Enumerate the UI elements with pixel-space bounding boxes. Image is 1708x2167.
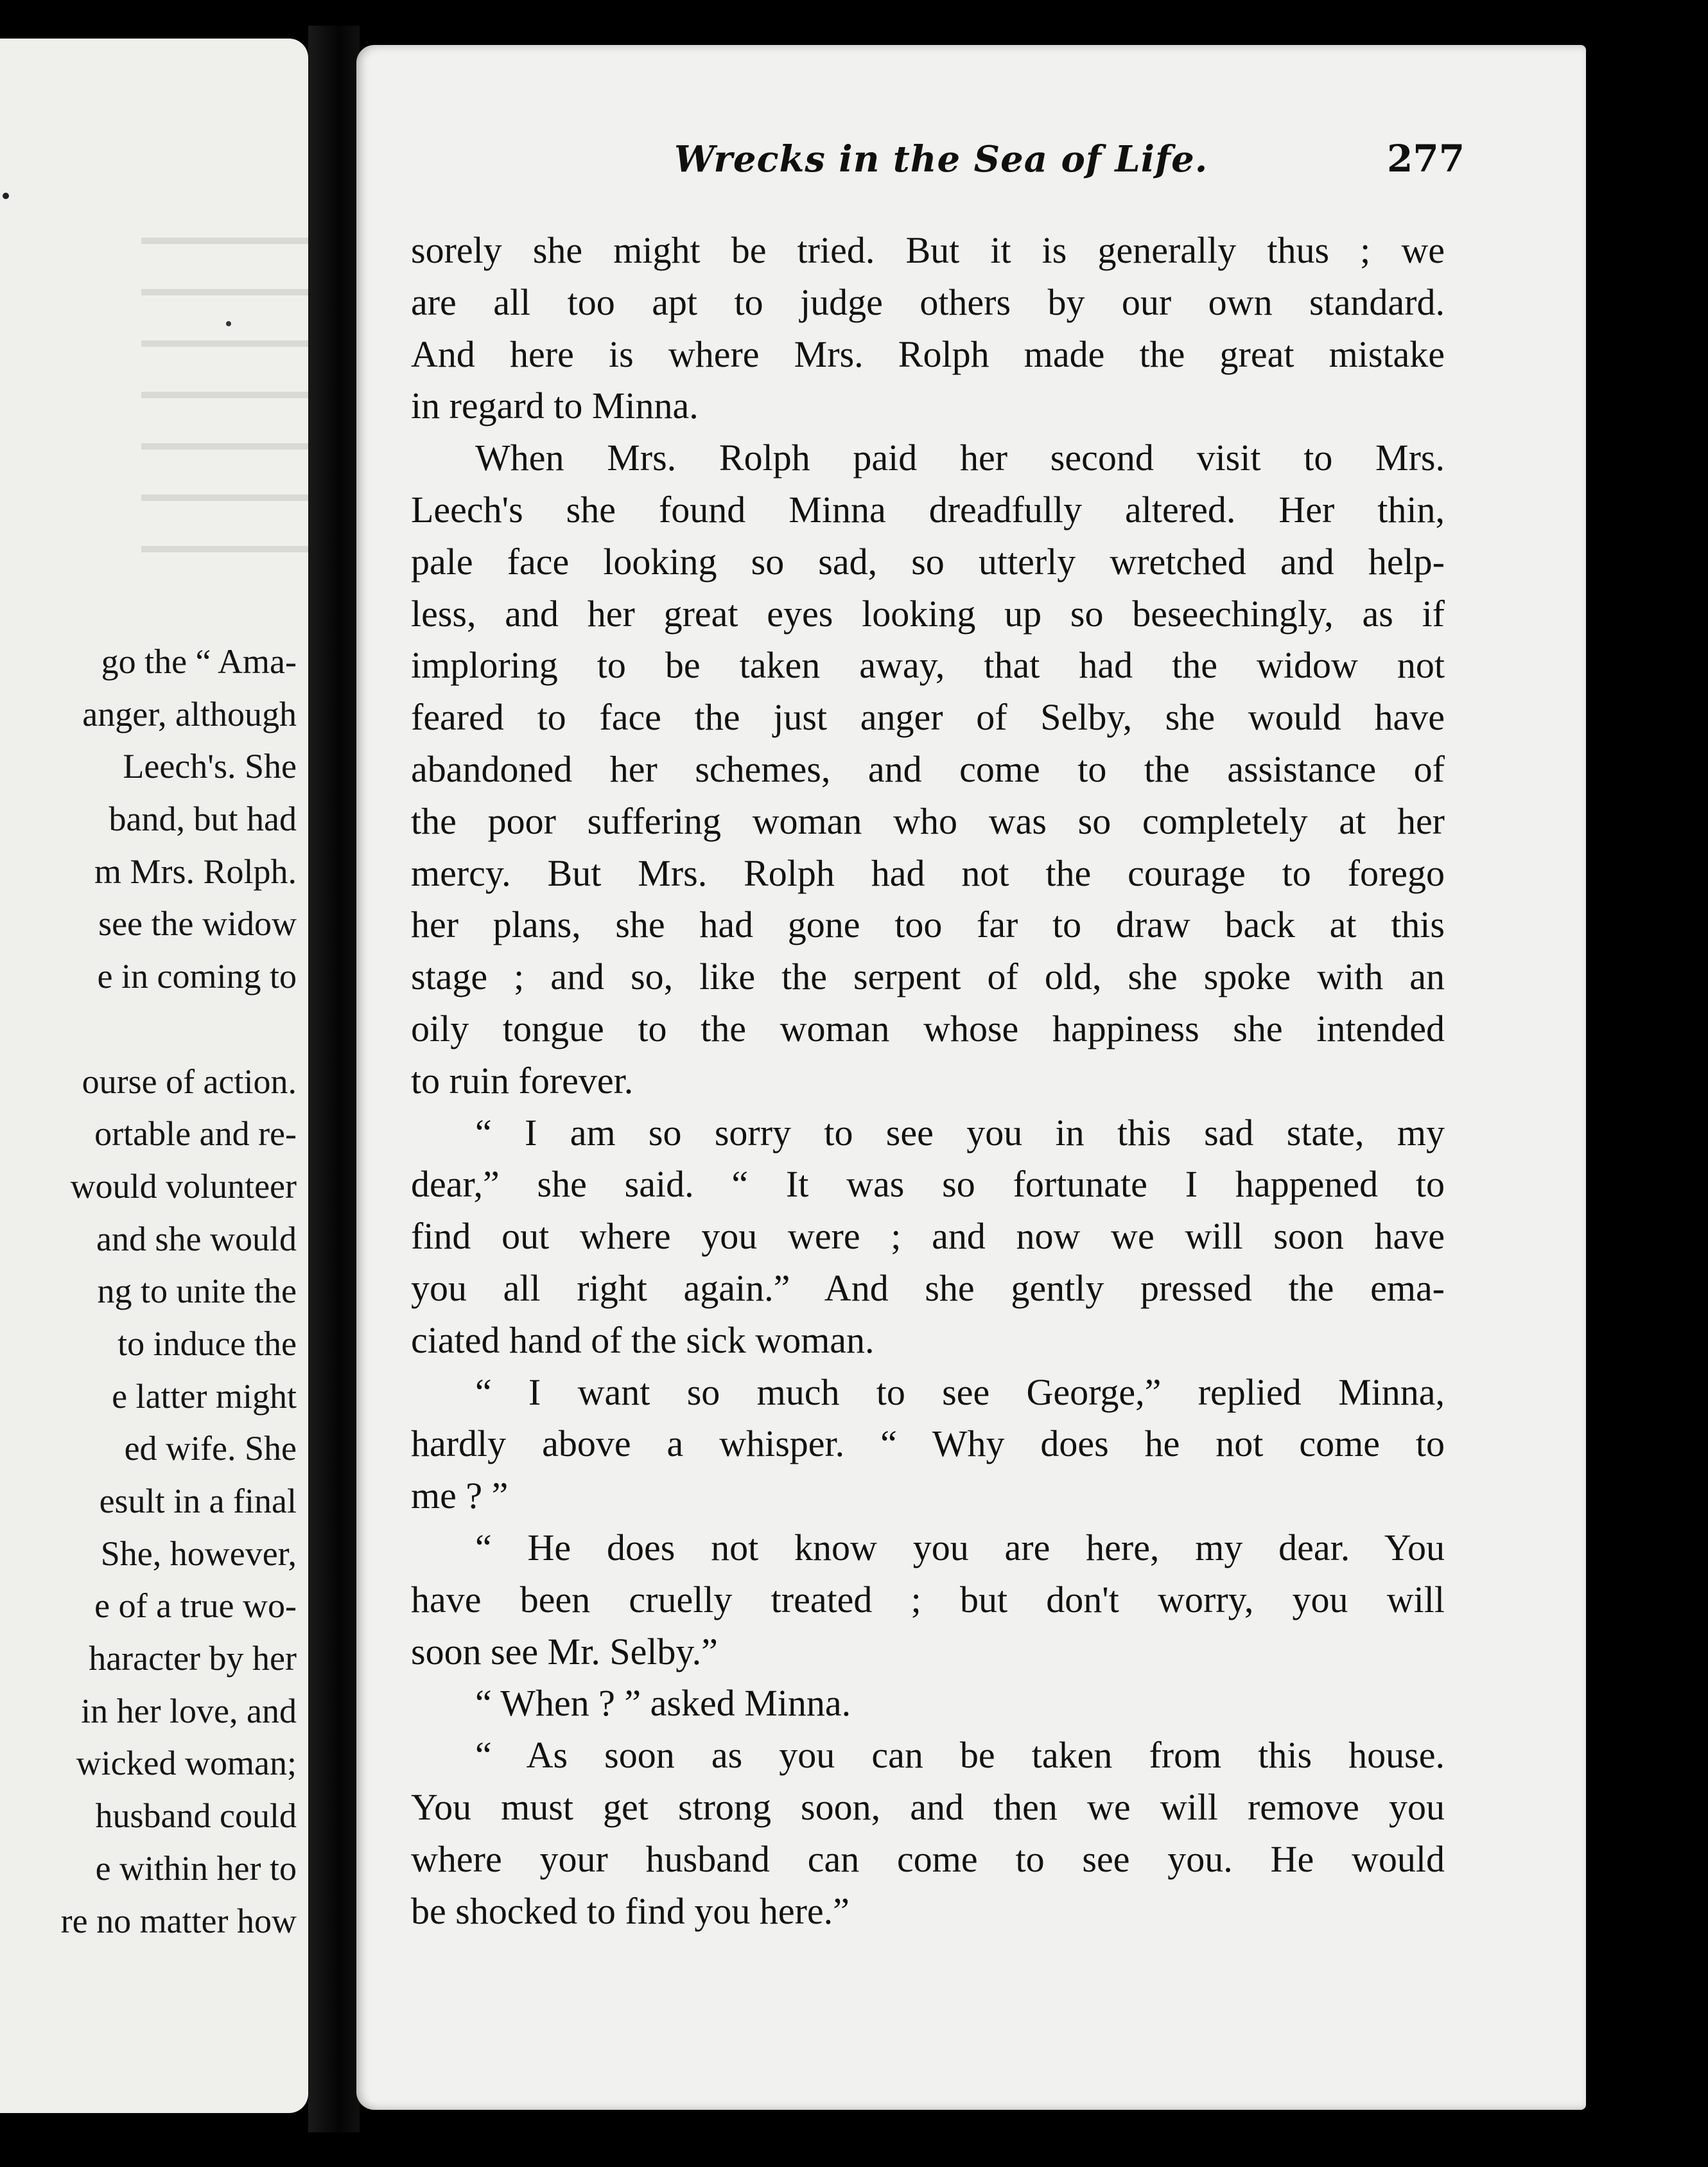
bleed-through-line — [141, 495, 308, 501]
previous-page-line: band, but had — [109, 800, 297, 839]
previous-page-line: ng to unite the — [97, 1272, 297, 1311]
bleed-through-line — [141, 546, 308, 552]
text-line: where your husband can come to see you. He would — [411, 1838, 1445, 1880]
previous-page-line: ourse of action. — [82, 1062, 297, 1101]
text-line: “ I am so sorry to see you in this sad state, my — [475, 1111, 1445, 1154]
previous-page-line: e of a true wo- — [94, 1586, 297, 1626]
previous-page-line: see the widow — [98, 904, 297, 943]
ink-dot — [226, 321, 231, 326]
previous-page-line: would volunteer — [70, 1166, 297, 1206]
previous-page-line: ed wife. She — [124, 1429, 297, 1468]
previous-page-line: ortable and re- — [94, 1114, 297, 1154]
previous-page-line: e latter might — [112, 1376, 297, 1416]
bleed-through-line — [141, 340, 308, 347]
text-line: You must get strong soon, and then we will remove you — [411, 1785, 1445, 1828]
previous-page-line: esult in a final — [99, 1482, 297, 1520]
text-line: And here is where Mrs. Rolph made the great mistake — [411, 333, 1445, 375]
previous-page — [0, 39, 308, 2113]
previous-page-line: re no matter how — [60, 1901, 297, 1940]
text-line: “ As soon as you can be taken from this house. — [475, 1734, 1445, 1777]
text-line: imploring to be taken away, that had the widow not — [411, 644, 1445, 687]
body-text — [411, 225, 1445, 1937]
text-line: oily tongue to the woman whose happiness she intended — [411, 1007, 1445, 1049]
text-line: abandoned her schemes, and come to the assistance of — [411, 748, 1445, 790]
text-line: Leech's she found Minna dreadfully altered. Her thin, — [411, 488, 1445, 531]
text-line: are all too apt to judge others by our own standard. — [411, 281, 1445, 323]
text-line: the poor suffering woman who was so completely at her — [411, 800, 1445, 842]
previous-page-line: and she would — [96, 1219, 297, 1258]
previous-page-line: husband could — [95, 1796, 297, 1836]
text-line: dear,” she said. “ It was so fortunate I happened to — [411, 1163, 1445, 1206]
text-line: mercy. But Mrs. Rolph had not the courage to forego — [411, 852, 1445, 894]
text-line: “ I want so much to see George,” replied Minna, — [475, 1371, 1445, 1413]
text-line: stage ; and so, like the serpent of old, she spoke with an — [411, 956, 1445, 998]
text-line: be shocked to find you here.” — [411, 1890, 850, 1932]
text-line: sorely she might be tried. But it is generally thus ; we — [411, 229, 1445, 271]
text-line: pale face looking so sad, so utterly wretched and help- — [411, 540, 1445, 583]
previous-page-line: to induce the — [118, 1324, 297, 1363]
text-line: “ When ? ” asked Minna. — [475, 1682, 851, 1724]
page-mark — [3, 193, 9, 199]
previous-page-line: in her love, and — [81, 1691, 297, 1730]
text-line: soon see Mr. Selby.” — [411, 1630, 718, 1672]
previous-page-line: go the “ Ama- — [101, 642, 297, 681]
bleed-through-line — [141, 238, 308, 244]
text-line: feared to face the just anger of Selby, she would have — [411, 696, 1445, 739]
previous-page-line: e within her to — [95, 1848, 297, 1888]
text-line: find out where you were ; and now we will soon have — [411, 1215, 1445, 1258]
previous-page-line: wicked woman; — [76, 1744, 297, 1783]
text-line: to ruin forever. — [411, 1059, 634, 1101]
previous-page-text — [61, 636, 297, 1947]
previous-page-line: She, however, — [100, 1534, 297, 1573]
bleed-through-line — [141, 392, 308, 398]
text-line: in regard to Minna. — [411, 385, 699, 427]
bleed-through-line — [141, 289, 308, 295]
text-line: have been cruelly treated ; but don't worry, you will — [411, 1578, 1445, 1620]
text-line: “ He does not know you are here, my dear. You — [475, 1526, 1445, 1568]
text-line: When Mrs. Rolph paid her second visit to Mrs. — [475, 437, 1445, 479]
book-gutter — [308, 26, 360, 2132]
previous-page-line: Leech's. She — [123, 747, 297, 786]
text-line: me ? ” — [411, 1475, 509, 1517]
text-line: ciated hand of the sick woman. — [411, 1319, 875, 1361]
text-line: her plans, she had gone too far to draw back at this — [411, 904, 1445, 946]
running-head: Wrecks in the Sea of Life. — [674, 138, 1208, 180]
text-line: hardly above a whisper. “ Why does he not come to — [411, 1423, 1445, 1465]
previous-page-line: m Mrs. Rolph. — [94, 852, 297, 891]
text-line: you all right again.” And she gently pressed the ema- — [411, 1267, 1445, 1309]
previous-page-line: anger, although — [82, 694, 297, 733]
previous-page-line: haracter by her — [89, 1639, 297, 1678]
page-number: 277 — [1387, 137, 1465, 180]
previous-page-line: e in coming to — [97, 957, 297, 996]
previous-page-line — [61, 1003, 297, 1056]
bleed-through-line — [141, 443, 308, 450]
text-line: less, and her great eyes looking up so beseechingly, as if — [411, 592, 1445, 635]
